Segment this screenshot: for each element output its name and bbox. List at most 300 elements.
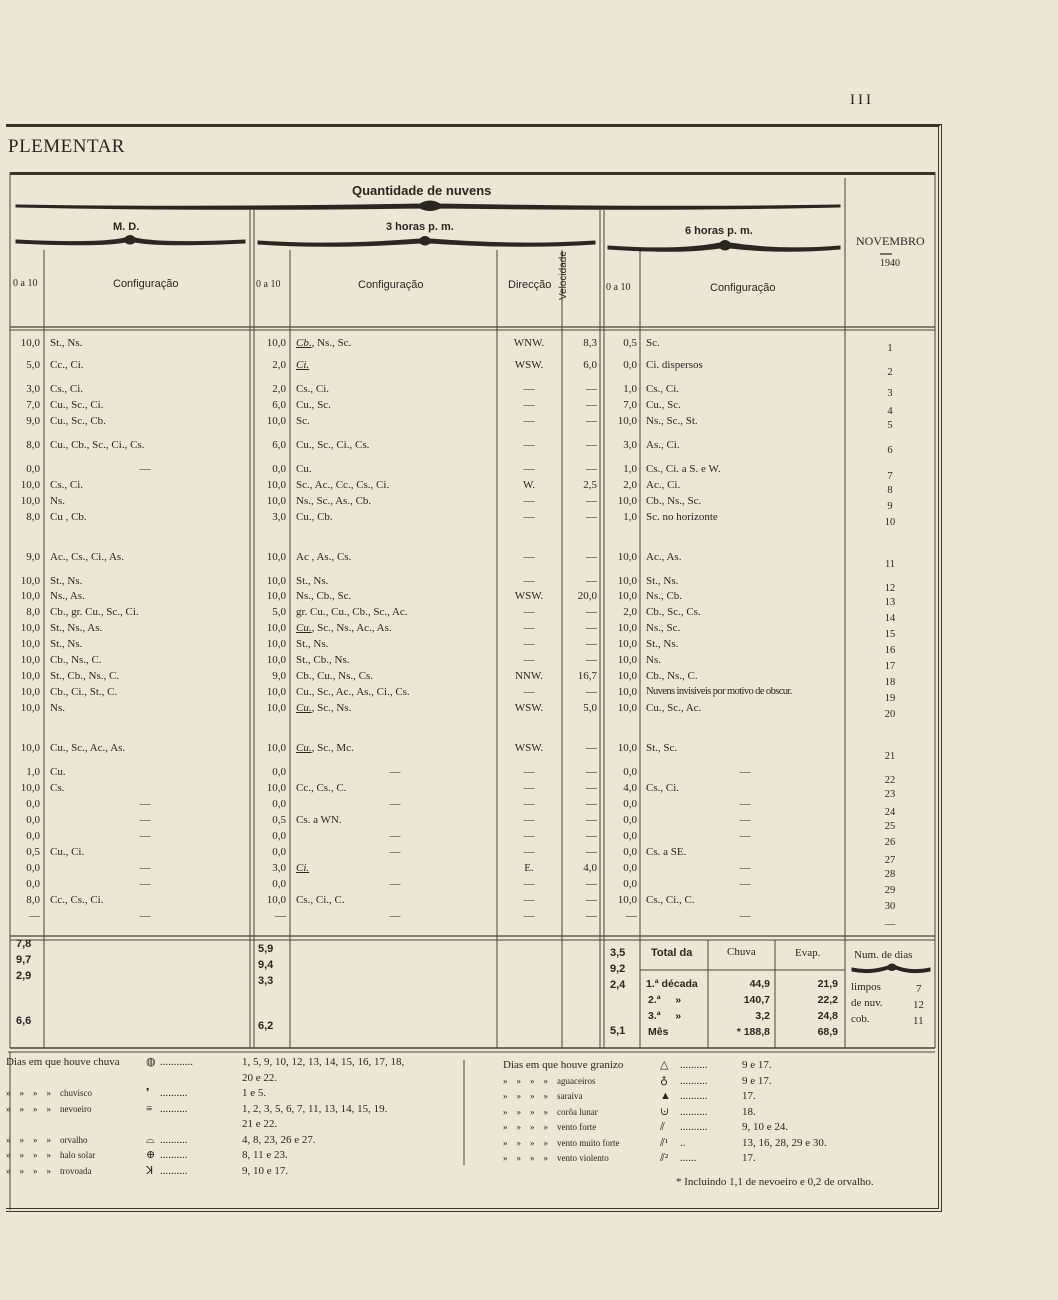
col-scale-6h: 0 a 10	[606, 282, 631, 293]
h3-configuration: Cs., Ci.	[296, 383, 330, 395]
h3-value: 10,0	[266, 415, 286, 427]
h3-configuration: Ns., Sc., As., Cb.	[296, 495, 372, 507]
wind-velocity: —	[586, 766, 597, 778]
h6-configuration: —	[739, 798, 751, 810]
cob-label: cob.	[851, 1013, 870, 1025]
legend-label: » » » » corôa lunar	[503, 1106, 598, 1117]
h3-value: 10,0	[266, 686, 286, 698]
md-configuration: —	[139, 910, 151, 922]
wind-velocity: —	[586, 830, 597, 842]
page-number: III	[850, 92, 874, 108]
h3-configuration: Sc., Ac., Cc., Cs., Ci.	[296, 479, 390, 491]
h6-configuration: Cs., Ci. a S. e W.	[646, 463, 721, 475]
wind-direction: —	[523, 399, 535, 411]
day-number: 7	[887, 471, 893, 482]
wind-velocity: —	[586, 798, 597, 810]
chuva-label: Chuva	[727, 946, 756, 958]
md-configuration: Ns.	[50, 702, 65, 714]
legend-symbol-icon: ⊍	[660, 1105, 670, 1118]
day-number: 9	[887, 501, 893, 512]
legend-label: » » » » trovoada	[6, 1165, 92, 1176]
day-number: 6	[887, 445, 893, 456]
md-configuration: Cb., Ci., St., C.	[50, 686, 118, 698]
h3-configuration: —	[389, 766, 401, 778]
wind-direction: —	[523, 495, 535, 507]
wind-direction: —	[523, 686, 535, 698]
cob-value: 11	[913, 1015, 924, 1027]
h3-value: 10,0	[266, 551, 286, 563]
h6-value: 0,0	[623, 798, 637, 810]
legend-label: » » » » aguaceiros	[503, 1075, 596, 1086]
wind-velocity: —	[586, 439, 597, 451]
h6-configuration: St., Sc.	[646, 742, 678, 754]
md-configuration: Cu., Sc., Ac., As.	[50, 742, 126, 754]
wind-direction: —	[523, 551, 535, 563]
legend-value: 21 e 22.	[242, 1118, 278, 1130]
md-value: 10,0	[20, 495, 40, 507]
day-number: 29	[884, 885, 896, 896]
md-value: 10,0	[20, 670, 40, 682]
decada-chuva: 140,7	[743, 994, 770, 1006]
h3-configuration: —	[389, 798, 401, 810]
legend-dots: ..........	[680, 1090, 708, 1102]
md-summary-1: 7,8	[16, 938, 32, 950]
h3-configuration: Cu., Sc., Ac., As., Ci., Cs.	[296, 686, 410, 698]
wind-velocity: —	[586, 606, 597, 618]
md-value: 10,0	[20, 638, 40, 650]
h6-configuration: Cu., Sc.	[646, 399, 681, 411]
day-number: 1	[887, 343, 893, 354]
h6-configuration: Cs., Ci.	[646, 782, 680, 794]
day-number: 23	[884, 789, 896, 800]
h3-configuration: Ci.	[296, 359, 310, 371]
wind-direction: —	[523, 463, 535, 475]
h3-configuration: —	[389, 846, 401, 858]
h3-value: 2,0	[272, 359, 286, 371]
h3-value: 0,0	[272, 463, 286, 475]
legend-value: 1, 2, 3, 5, 6, 7, 11, 13, 14, 15, 19.	[242, 1102, 388, 1115]
md-value: 10,0	[20, 622, 40, 634]
legend-label: Dias em que houve chuva	[6, 1056, 120, 1068]
md-configuration: St., Ns.	[50, 638, 83, 650]
h3-configuration: Sc.	[296, 415, 310, 427]
md-configuration: —	[139, 463, 151, 475]
day-number: 19	[884, 693, 896, 704]
legend-label: » » » » halo solar	[6, 1150, 96, 1160]
legend-value: 13, 16, 28, 29 e 30.	[742, 1136, 827, 1149]
day-number: 28	[884, 869, 896, 880]
h3-summary-1: 5,9	[258, 943, 274, 955]
wind-velocity: 6,0	[583, 359, 597, 371]
h3-value: 10,0	[266, 495, 286, 507]
legend-symbol-icon: ꓘ	[146, 1164, 154, 1177]
h3-value: 6,0	[272, 439, 286, 451]
h6-configuration: —	[739, 814, 751, 826]
md-configuration: St., Ns.	[50, 337, 83, 349]
wind-velocity: 8,3	[583, 337, 597, 349]
h6-summary-2: 9,2	[610, 963, 626, 975]
md-value: 0,5	[26, 846, 40, 858]
h6-value: 0,0	[623, 830, 637, 842]
md-value: 1,0	[26, 766, 40, 778]
wind-velocity: —	[586, 654, 597, 666]
h3-configuration: gr. Cu., Cu., Cb., Sc., Ac.	[296, 606, 408, 618]
h6-configuration: Ns., Sc.	[646, 622, 681, 634]
h6-configuration: St., Ns.	[646, 638, 679, 650]
md-value: 7,0	[26, 399, 40, 411]
md-value: 10,0	[20, 337, 40, 349]
h6-value: —	[626, 910, 637, 922]
md-configuration: Cu., Cb., Sc., Ci., Cs.	[50, 439, 145, 451]
h3-value: 10,0	[266, 479, 286, 491]
decada-chuva: * 188,8	[736, 1026, 770, 1038]
legend-dots: ..........	[160, 1087, 188, 1099]
wind-direction: —	[523, 846, 535, 858]
wind-direction: WSW.	[514, 742, 544, 754]
h3-value: 6,0	[272, 399, 286, 411]
num-dias-label: Num. de dias	[854, 949, 913, 961]
h6-configuration: Ci. dispersos	[646, 359, 703, 371]
h3-configuration: —	[389, 830, 401, 842]
legend-dots: ............	[160, 1056, 193, 1068]
day-number: 22	[884, 775, 896, 786]
h6-summary-1: 3,5	[610, 947, 626, 959]
h3-value: 10,0	[266, 575, 286, 587]
wind-velocity: —	[586, 399, 597, 411]
h6-value: 0,0	[623, 359, 637, 371]
h6-value: 0,0	[623, 878, 637, 890]
legend-label: » » » » orvalho	[6, 1134, 88, 1145]
month-header: NOVEMBRO	[856, 234, 925, 248]
h3-value: 10,0	[266, 894, 286, 906]
md-configuration: Cc., Ci.	[50, 359, 84, 371]
col-direccao: Direcção	[508, 279, 552, 291]
wind-direction: —	[523, 878, 535, 890]
md-value: 8,0	[26, 606, 40, 618]
h6-configuration: Ac., As.	[646, 551, 682, 563]
h3-value: 10,0	[266, 337, 286, 349]
h3-configuration: Cu., Sc., Ns.	[296, 702, 352, 714]
h6-configuration: Cb., Sc., Cs.	[646, 606, 701, 618]
wind-direction: —	[523, 830, 535, 842]
h6-value: 0,0	[623, 846, 637, 858]
day-number: 18	[884, 677, 896, 688]
legend-symbol-icon: ♁	[660, 1074, 669, 1087]
md-value: 0,0	[26, 878, 40, 890]
decada-evap: 22,2	[817, 994, 838, 1006]
h3-value: 10,0	[266, 654, 286, 666]
wind-velocity: 2,5	[583, 479, 597, 491]
md-configuration: Cb., gr. Cu., Sc., Ci.	[50, 606, 139, 618]
h6-value: 7,0	[623, 399, 637, 411]
h6-value: 10,0	[617, 575, 637, 587]
h6-value: 10,0	[617, 654, 637, 666]
md-value: 8,0	[26, 439, 40, 451]
legend-value: 9, 10 e 17.	[242, 1164, 289, 1177]
md-configuration: —	[139, 798, 151, 810]
wind-direction: WSW.	[514, 702, 544, 714]
col-scale-3h: 0 a 10	[256, 279, 281, 290]
legend-symbol-icon: ❜	[146, 1087, 150, 1099]
h6-value: 10,0	[617, 622, 637, 634]
section-title: PLEMENTAR	[8, 136, 125, 157]
md-configuration: Ns.	[50, 495, 65, 507]
legend-symbol-icon: ⫽¹	[660, 1136, 669, 1149]
day-number: 17	[884, 661, 896, 672]
md-configuration: —	[139, 830, 151, 842]
h3-value: 10,0	[266, 590, 286, 602]
wind-velocity: 5,0	[583, 702, 597, 714]
h3-configuration: Cs., Ci., C.	[296, 894, 345, 906]
day-number: 15	[884, 629, 896, 640]
h6-value: 10,0	[617, 590, 637, 602]
day-number: 10	[884, 517, 896, 528]
legend-value: 9 e 17.	[742, 1074, 772, 1087]
md-value: 0,0	[26, 798, 40, 810]
h3-value: 10,0	[266, 638, 286, 650]
legend-dots: ..........	[160, 1149, 188, 1161]
wind-velocity: —	[586, 910, 597, 922]
md-value: 10,0	[20, 686, 40, 698]
legend-label: » » » » saraiva	[503, 1091, 583, 1101]
h3-value: 2,0	[272, 383, 286, 395]
h3-value: 5,0	[272, 606, 286, 618]
h3-value: 0,0	[272, 830, 286, 842]
wind-velocity: —	[586, 638, 597, 650]
wind-direction: —	[523, 606, 535, 618]
legend-label: » » » » nevoeiro	[6, 1103, 92, 1114]
decada-evap: 24,8	[817, 1010, 838, 1022]
wind-velocity: 20,0	[577, 590, 597, 602]
wind-velocity: —	[586, 878, 597, 890]
day-number: 13	[884, 597, 896, 608]
day-number: 16	[884, 645, 896, 656]
h6-value: 10,0	[617, 686, 637, 698]
h6-value: 3,0	[623, 439, 637, 451]
md-value: 10,0	[20, 742, 40, 754]
md-value: 10,0	[20, 782, 40, 794]
h6-configuration: Cs., Ci., C.	[646, 894, 695, 906]
legend-value: 4, 8, 23, 26 e 27.	[242, 1133, 316, 1146]
h3-configuration: Ci.	[296, 862, 310, 874]
legend-dots: ..........	[680, 1074, 708, 1087]
wind-velocity: —	[586, 742, 597, 754]
md-value: 5,0	[26, 359, 40, 371]
h3-value: 0,0	[272, 846, 286, 858]
day-number: 24	[884, 807, 896, 818]
h6-value: 10,0	[617, 894, 637, 906]
md-value: 8,0	[26, 511, 40, 523]
wind-velocity: —	[586, 575, 597, 587]
legend-label: » » » » vento muito forte	[503, 1137, 620, 1148]
legend-value: 20 e 22.	[242, 1071, 278, 1084]
h6-value: 1,0	[623, 383, 637, 395]
md-configuration: Cu., Sc., Ci.	[50, 399, 104, 411]
h6-value: 1,0	[623, 511, 637, 523]
md-value: 10,0	[20, 575, 40, 587]
day-number: 3	[887, 388, 893, 399]
h3-configuration: Cs. a WN.	[296, 814, 342, 826]
wind-velocity: —	[586, 495, 597, 507]
decada-chuva: 3,2	[755, 1010, 770, 1022]
md-value: 0,0	[26, 814, 40, 826]
legend-value: 1, 5, 9, 10, 12, 13, 14, 15, 16, 17, 18,	[242, 1056, 405, 1068]
limpos-value: 7	[916, 983, 922, 995]
wind-direction: NNW.	[514, 670, 543, 682]
h6-configuration: As., Ci.	[646, 439, 680, 451]
wind-velocity: —	[586, 622, 597, 634]
h6-value: 10,0	[617, 742, 637, 754]
legend-value: 18.	[742, 1105, 756, 1118]
legend-symbol-icon: ⌓	[146, 1133, 155, 1146]
legend-value: 17.	[742, 1090, 756, 1102]
wind-velocity: 16,7	[577, 670, 597, 682]
main-title: Quantidade de nuvens	[352, 183, 492, 198]
legend-symbol-icon: ▲	[660, 1090, 671, 1102]
h6-configuration: —	[739, 830, 751, 842]
wind-velocity: —	[586, 551, 597, 563]
h3-configuration: St., Ns.	[296, 638, 329, 650]
wind-direction: —	[523, 415, 535, 427]
total-da-label: Total da	[651, 947, 693, 959]
h3-configuration: Ns., Cb., Sc.	[296, 590, 352, 602]
legend-dots: ..........	[160, 1133, 188, 1146]
h6-configuration: Ns.	[646, 654, 661, 666]
md-summary-4: 6,6	[16, 1015, 32, 1027]
wind-velocity: —	[586, 846, 597, 858]
h6-value: 0,0	[623, 814, 637, 826]
h3-configuration: Cu., Sc.	[296, 399, 331, 411]
wind-direction: —	[523, 814, 535, 826]
h6-value: 10,0	[617, 551, 637, 563]
h6-configuration: Nuvens invisiveis por motivo de obscur.	[646, 686, 792, 697]
md-value: 10,0	[20, 590, 40, 602]
h3-configuration: —	[389, 910, 401, 922]
md-summary-2: 9,7	[16, 954, 32, 966]
year-header: 1940	[880, 258, 900, 269]
legend-label: Dias em que houve granizo	[503, 1059, 624, 1071]
h6-value: 1,0	[623, 463, 637, 475]
legend-symbol-icon: ◍	[146, 1056, 156, 1068]
h6-value: 4,0	[623, 782, 637, 794]
md-configuration: —	[139, 862, 151, 874]
h6-summary-4: 5,1	[610, 1025, 626, 1037]
h3-configuration: Ac , As., Cs.	[296, 551, 352, 563]
h6-configuration: Cu., Sc., Ac.	[646, 702, 702, 714]
h6-configuration: Sc.	[646, 337, 660, 349]
wind-velocity: —	[586, 686, 597, 698]
wind-velocity: —	[586, 511, 597, 523]
h6-configuration: —	[739, 910, 751, 922]
h3-summary-3: 3,3	[258, 975, 274, 987]
wind-direction: E.	[524, 862, 534, 874]
decada-label: 2.ª »	[648, 994, 682, 1006]
wind-velocity: —	[586, 814, 597, 826]
day-number: —	[884, 919, 896, 930]
wind-direction: —	[523, 383, 535, 395]
decada-label: 1.ª década	[646, 978, 698, 990]
sub-header-md: M. D.	[113, 221, 140, 233]
h6-configuration: —	[739, 766, 751, 778]
decada-label: 3.ª »	[648, 1010, 682, 1022]
wind-direction: WNW.	[513, 337, 545, 349]
col-scale-md: 0 a 10	[13, 278, 38, 289]
h6-configuration: —	[739, 878, 751, 890]
md-value: 10,0	[20, 654, 40, 666]
md-value: —	[29, 910, 40, 922]
legend-dots: ..........	[680, 1121, 708, 1133]
md-configuration: Cu., Ci.	[50, 846, 85, 858]
footnote: * Incluindo 1,1 de nevoeiro e 0,2 de orvalho.	[676, 1176, 874, 1188]
wind-velocity: —	[586, 383, 597, 395]
wind-direction: —	[523, 638, 535, 650]
wind-velocity: —	[586, 782, 597, 794]
nuv-value: 12	[913, 999, 924, 1011]
wind-velocity: —	[586, 894, 597, 906]
h3-summary-2: 9,4	[258, 959, 274, 971]
wind-velocity: 4,0	[583, 862, 597, 874]
day-number: 8	[887, 485, 893, 496]
legend-value: 9, 10 e 24.	[742, 1121, 789, 1133]
h6-summary-3: 2,4	[610, 979, 626, 991]
h6-configuration: Cs. a SE.	[646, 846, 687, 858]
md-configuration: Cs., Ci.	[50, 383, 84, 395]
wind-direction: —	[523, 766, 535, 778]
h3-value: 10,0	[266, 782, 286, 794]
h6-configuration: Cs., Ci.	[646, 383, 680, 395]
col-config-md: Configuração	[113, 278, 179, 290]
h3-value: 3,0	[272, 511, 286, 523]
md-configuration: Cs.	[50, 782, 65, 794]
h3-configuration: Cb., Ns., Sc.	[296, 337, 352, 349]
limpos-label: limpos	[851, 981, 881, 993]
h6-configuration: Ns., Cb.	[646, 590, 683, 602]
md-configuration: Ns., As.	[50, 590, 85, 602]
wind-direction: —	[523, 782, 535, 794]
h3-configuration: Cu., Cb.	[296, 511, 333, 523]
legend-dots: ......	[680, 1152, 697, 1164]
evap-label: Evap.	[795, 947, 821, 959]
day-number: 2	[887, 367, 893, 378]
day-number: 4	[887, 406, 893, 417]
h6-value: 0,5	[623, 337, 637, 349]
wind-velocity: —	[586, 415, 597, 427]
h3-value: 0,0	[272, 766, 286, 778]
legend-label: » » » » vento forte	[503, 1122, 597, 1132]
h6-value: 0,0	[623, 862, 637, 874]
wind-direction: —	[523, 511, 535, 523]
day-number: 5	[887, 420, 893, 431]
wind-direction: —	[523, 894, 535, 906]
decada-label: Mês	[648, 1026, 669, 1038]
wind-direction: —	[523, 910, 535, 922]
h6-value: 10,0	[617, 415, 637, 427]
legend-symbol-icon: △	[660, 1059, 669, 1071]
legend-dots: ..	[680, 1136, 686, 1149]
md-value: 0,0	[26, 463, 40, 475]
decada-evap: 21,9	[817, 978, 838, 990]
day-number: 25	[884, 821, 896, 832]
h6-value: 2,0	[623, 606, 637, 618]
md-configuration: —	[139, 814, 151, 826]
day-number: 27	[884, 855, 896, 866]
legend-symbol-icon: ⫽	[660, 1121, 665, 1133]
h3-configuration: Cu., Sc., Ci., Cs.	[296, 439, 370, 451]
h6-configuration: —	[739, 862, 751, 874]
legend-label: » » » » chuvisco	[6, 1088, 92, 1098]
wind-direction: —	[523, 654, 535, 666]
h6-configuration: Cb., Ns., C.	[646, 670, 698, 682]
